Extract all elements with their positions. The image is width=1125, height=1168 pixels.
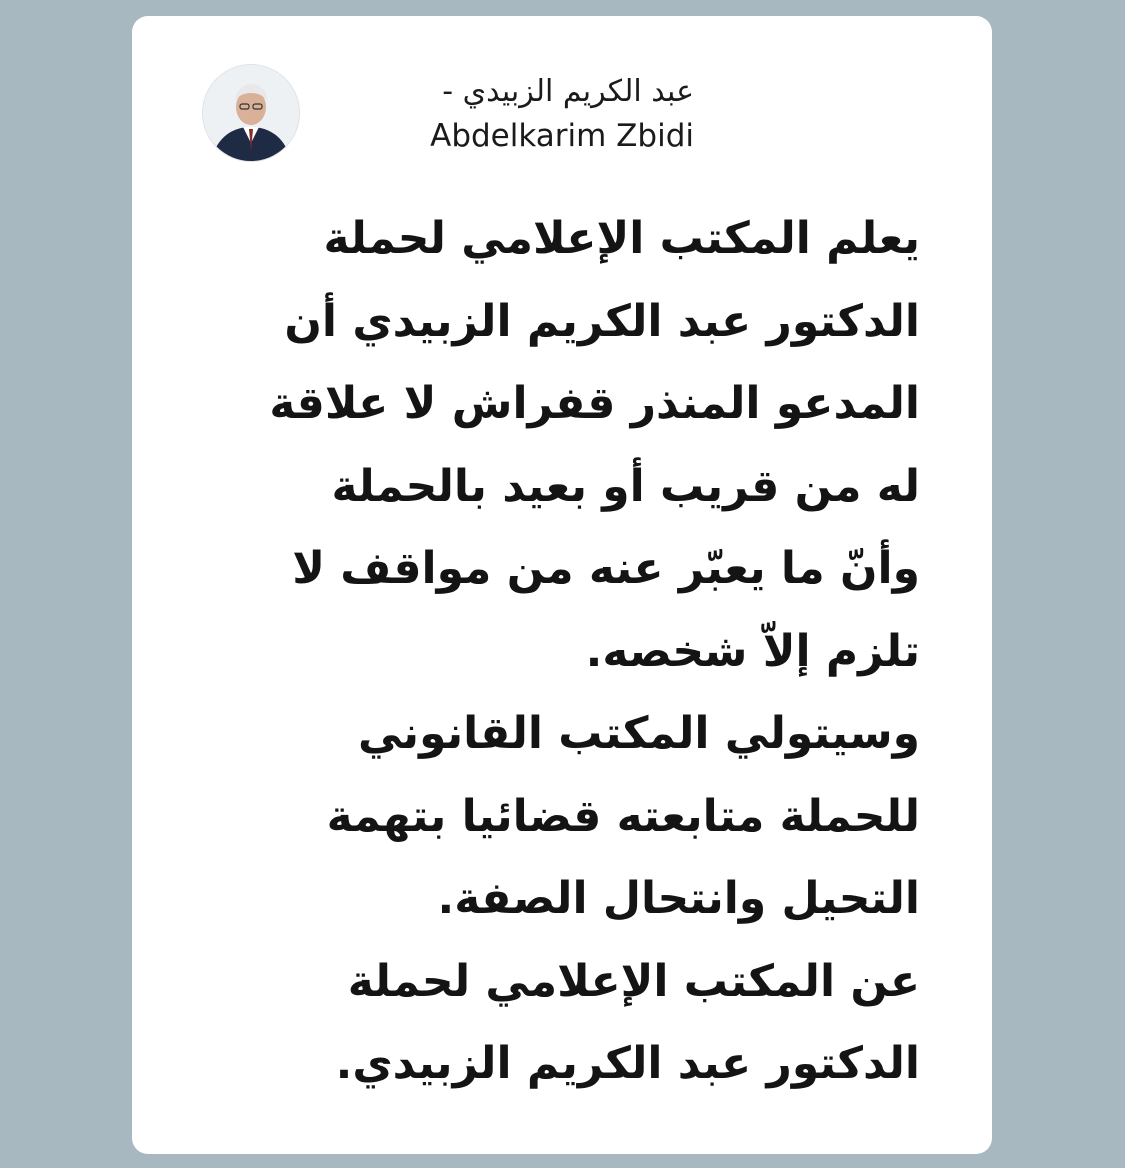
post-line: التحيل وانتحال الصفة. [437,873,920,924]
post-line: تلزم إلاّ شخصه. [585,625,920,677]
post-card [132,16,992,1154]
post-line: الدكتور عبد الكريم الزبيدي. [335,1038,920,1089]
author-name-latin: Abdelkarim Zbidi [430,118,694,154]
post-line: يعلم المكتب الإعلامي لحملة [323,213,920,264]
post-line: عن المكتب الإعلامي لحملة [347,955,920,1007]
author-name-arabic: عبد الكريم الزبيدي - [442,74,694,109]
post-header [202,64,702,174]
post-line: للحملة متابعته قضائيا بتهمة [326,790,920,842]
post-body [190,198,920,1106]
post-line: وسيتولي المكتب القانوني [358,708,920,759]
post-line: المدعو المنذر قفراش لا علاقة [269,378,920,429]
post-line: الدكتور عبد الكريم الزبيدي أن [284,295,920,347]
author-avatar[interactable] [202,64,300,162]
author-name[interactable] [314,72,694,156]
avatar-portrait-icon [203,65,299,161]
post-line: له من قريب أو بعيد بالحملة [331,460,920,512]
post-line: وأنّ ما يعبّر عنه من مواقف لا [292,543,920,594]
